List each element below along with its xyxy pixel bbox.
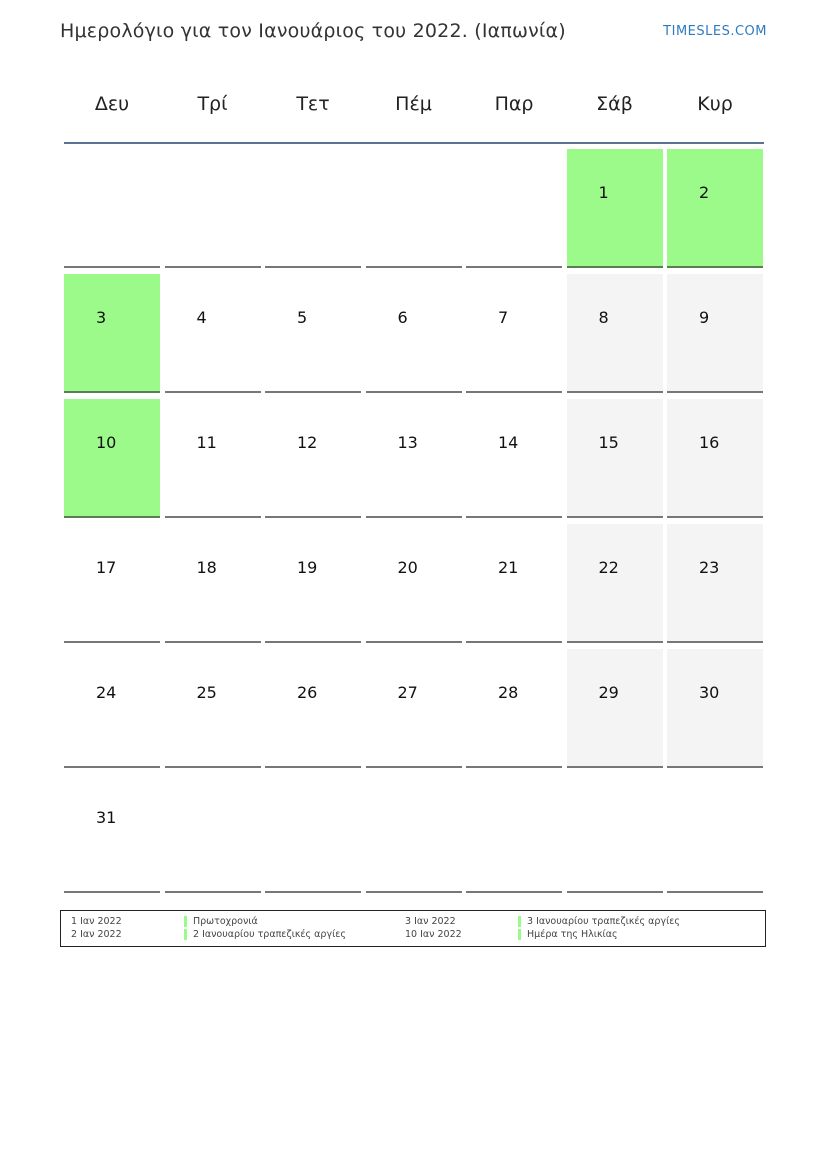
day-number: 7 bbox=[498, 308, 509, 327]
day-number: 21 bbox=[498, 558, 519, 577]
day-number: 25 bbox=[196, 683, 217, 702]
holiday-legend bbox=[60, 910, 766, 947]
day-cell bbox=[165, 274, 261, 393]
day-number: 20 bbox=[397, 558, 418, 577]
legend-date: 2 Ιαν 2022 bbox=[71, 929, 122, 940]
day-cell bbox=[265, 274, 361, 393]
day-number: 19 bbox=[297, 558, 318, 577]
day-cell bbox=[64, 274, 160, 393]
weekday-label: Τετ bbox=[296, 93, 330, 115]
day-number: 24 bbox=[96, 683, 117, 702]
day-cell bbox=[366, 524, 462, 643]
empty-cell bbox=[64, 149, 160, 268]
day-number: 22 bbox=[598, 558, 619, 577]
day-number: 3 bbox=[96, 308, 107, 327]
weekday-label: Σάβ bbox=[596, 93, 633, 115]
day-cell bbox=[64, 774, 160, 893]
day-number: 30 bbox=[699, 683, 720, 702]
day-cell bbox=[64, 524, 160, 643]
day-cell bbox=[466, 399, 562, 518]
day-number: 31 bbox=[96, 808, 117, 827]
empty-cell bbox=[567, 774, 663, 893]
empty-cell bbox=[366, 774, 462, 893]
day-cell bbox=[567, 399, 663, 518]
day-number: 4 bbox=[196, 308, 207, 327]
day-cell bbox=[265, 524, 361, 643]
day-cell bbox=[567, 274, 663, 393]
day-cell bbox=[567, 149, 663, 268]
empty-cell bbox=[466, 774, 562, 893]
day-number: 9 bbox=[699, 308, 710, 327]
day-cell bbox=[567, 524, 663, 643]
day-cell bbox=[265, 399, 361, 518]
day-cell bbox=[667, 399, 763, 518]
legend-holiday-name: 2 Ιανουαρίου τραπεζικές αργίες bbox=[184, 929, 346, 940]
day-number: 6 bbox=[397, 308, 408, 327]
legend-date: 1 Ιαν 2022 bbox=[71, 916, 122, 927]
weekday-label: Πέμ bbox=[395, 93, 432, 115]
day-number: 15 bbox=[598, 433, 619, 452]
day-number: 11 bbox=[196, 433, 217, 452]
day-cell bbox=[265, 649, 361, 768]
day-number: 18 bbox=[196, 558, 217, 577]
legend-holiday-name: Ημέρα της Ηλικίας bbox=[518, 929, 618, 940]
day-cell bbox=[64, 649, 160, 768]
day-number: 27 bbox=[397, 683, 418, 702]
empty-cell bbox=[265, 149, 361, 268]
day-number: 23 bbox=[699, 558, 720, 577]
day-cell bbox=[667, 274, 763, 393]
day-number: 14 bbox=[498, 433, 519, 452]
empty-cell bbox=[667, 774, 763, 893]
weekday-label: Τρί bbox=[197, 93, 228, 115]
day-cell bbox=[64, 399, 160, 518]
legend-date: 3 Ιαν 2022 bbox=[405, 916, 456, 927]
day-cell bbox=[667, 149, 763, 268]
empty-cell bbox=[366, 149, 462, 268]
empty-cell bbox=[466, 149, 562, 268]
day-number: 2 bbox=[699, 183, 710, 202]
day-number: 26 bbox=[297, 683, 318, 702]
day-cell bbox=[466, 524, 562, 643]
day-number: 10 bbox=[96, 433, 117, 452]
day-cell bbox=[567, 649, 663, 768]
day-cell bbox=[366, 274, 462, 393]
empty-cell bbox=[165, 149, 261, 268]
day-cell bbox=[165, 649, 261, 768]
day-cell bbox=[366, 399, 462, 518]
day-number: 12 bbox=[297, 433, 318, 452]
day-number: 16 bbox=[699, 433, 720, 452]
legend-holiday-name: Πρωτοχρονιά bbox=[184, 916, 258, 927]
day-number: 28 bbox=[498, 683, 519, 702]
weekday-label: Δευ bbox=[94, 93, 130, 115]
brand-link[interactable]: TIMESLES.COM bbox=[663, 24, 767, 39]
day-cell bbox=[165, 399, 261, 518]
legend-date: 10 Ιαν 2022 bbox=[405, 929, 462, 940]
day-cell bbox=[466, 649, 562, 768]
day-cell bbox=[667, 524, 763, 643]
day-cell bbox=[366, 649, 462, 768]
weekday-label: Κυρ bbox=[697, 93, 733, 115]
day-number: 1 bbox=[598, 183, 609, 202]
day-number: 29 bbox=[598, 683, 619, 702]
weekday-header bbox=[64, 66, 764, 144]
day-number: 13 bbox=[397, 433, 418, 452]
calendar-grid bbox=[64, 149, 764, 895]
day-number: 8 bbox=[598, 308, 609, 327]
empty-cell bbox=[165, 774, 261, 893]
weekday-label: Παρ bbox=[494, 93, 534, 115]
day-cell bbox=[466, 274, 562, 393]
day-cell bbox=[165, 524, 261, 643]
day-number: 5 bbox=[297, 308, 308, 327]
empty-cell bbox=[265, 774, 361, 893]
legend-holiday-name: 3 Ιανουαρίου τραπεζικές αργίες bbox=[518, 916, 680, 927]
page-title: Ημερολόγιο για τον Ιανουάριος του 2022. (Ιαπωνία) bbox=[60, 20, 566, 42]
day-number: 17 bbox=[96, 558, 117, 577]
day-cell bbox=[667, 649, 763, 768]
